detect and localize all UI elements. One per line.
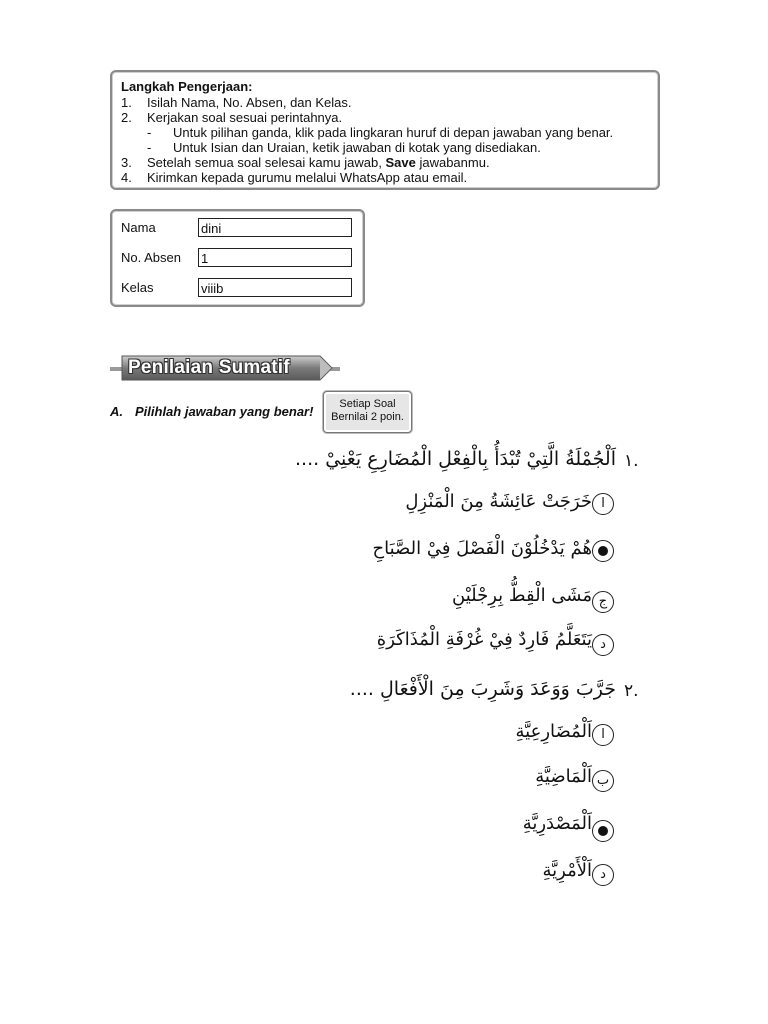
- points-line2: Bernilai 2 poin.: [331, 411, 404, 423]
- q1-option-b-circle[interactable]: [592, 540, 614, 562]
- option-letter: ب: [596, 773, 610, 788]
- option-letter: د: [600, 637, 606, 652]
- step-text: Isilah Nama, No. Absen, dan Kelas.: [147, 95, 352, 110]
- q1-option-a-text: خَرَجَتْ عَائِشَةُ مِنَ الْمَنْزِلِ: [405, 491, 592, 512]
- question-2-number: ٢.: [624, 681, 639, 701]
- question-2-text: جَرَّبَ وَوَعَدَ وَشَرِبَ مِنَ الْأَفْعَالِ ....: [349, 678, 616, 700]
- q2-option-c-circle[interactable]: [592, 820, 614, 842]
- q2-option-b-text: اَلْمَاضِيَّةِ: [535, 766, 592, 787]
- q1-option-b-text: هُمْ يَدْخُلُوْنَ الْفَصْلَ فِيْ الصَّبَاحِ: [372, 538, 592, 559]
- question-1-number: ١.: [624, 451, 639, 471]
- part-instruction: Pilihlah jawaban yang benar!: [135, 404, 314, 419]
- kelas-field[interactable]: viiib: [198, 278, 352, 297]
- step-number: 2.: [121, 110, 132, 125]
- question-1-text: اَلْجُمْلَةُ الَّتِيْ تُبْدَأُ بِالْفِعْلِ الْمُضَارِعِ يَعْنِيْ ....: [295, 448, 616, 470]
- q1-option-d-text: يَتَعَلَّمُ فَارِدٌ فِيْ غُرْفَةِ الْمُذَاكَرَةِ: [376, 629, 592, 650]
- points-badge: [323, 391, 412, 433]
- section-title: Penilaian Sumatif: [128, 357, 290, 378]
- section-banner: [110, 355, 340, 385]
- points-line1: Setiap Soal: [339, 398, 396, 410]
- q1-option-a-circle[interactable]: [592, 493, 614, 515]
- step-text: [147, 155, 490, 170]
- q2-option-d-text: اَلْأَمْرِيَّةِ: [542, 860, 592, 881]
- q2-option-d-circle[interactable]: [592, 864, 614, 886]
- absen-label: No. Absen: [121, 250, 181, 265]
- substep-dash: -: [147, 125, 152, 140]
- q2-option-a-text: اَلْمُضَارِعِيَّةِ: [515, 721, 592, 742]
- step-text-part: jawabanmu.: [415, 155, 490, 170]
- q2-option-a-circle[interactable]: [592, 724, 614, 746]
- part-letter: A.: [110, 404, 123, 419]
- step-number: 4.: [121, 170, 132, 185]
- q1-option-c-circle[interactable]: [592, 591, 614, 613]
- step-text: Kirimkan kepada gurumu melalui WhatsApp atau email.: [147, 170, 468, 185]
- nama-label: Nama: [121, 220, 156, 235]
- step-text: Kerjakan soal sesuai perintahnya.: [147, 110, 343, 125]
- option-letter: ج: [598, 594, 608, 609]
- identity-box: [110, 209, 365, 307]
- kelas-label: Kelas: [121, 280, 154, 295]
- absen-field[interactable]: 1: [198, 248, 352, 267]
- step-number: 1.: [121, 95, 132, 110]
- option-letter: ا: [601, 727, 605, 742]
- nama-field[interactable]: dini: [198, 218, 352, 237]
- substep-text: Untuk pilihan ganda, klik pada lingkaran huruf di depan jawaban yang benar.: [173, 125, 614, 140]
- q2-option-b-circle[interactable]: [592, 770, 614, 792]
- q2-option-c-text: اَلْمَصْدَرِيَّةِ: [522, 813, 592, 834]
- option-letter: ا: [601, 496, 605, 511]
- instructions-box: [110, 70, 660, 190]
- q1-option-c-text: مَشَى الْقِطُّ بِرِجْلَيْنِ: [452, 585, 592, 606]
- save-keyword: Save: [385, 155, 416, 170]
- q1-option-d-circle[interactable]: [592, 634, 614, 656]
- substep-dash: -: [147, 140, 152, 155]
- step-number: 3.: [121, 155, 132, 170]
- option-letter: د: [600, 867, 606, 882]
- instructions-title: Langkah Pengerjaan:: [121, 79, 253, 94]
- step-text-part: Setelah semua soal selesai kamu jawab,: [147, 155, 386, 170]
- substep-text: Untuk Isian dan Uraian, ketik jawaban di kotak yang disediakan.: [173, 140, 541, 155]
